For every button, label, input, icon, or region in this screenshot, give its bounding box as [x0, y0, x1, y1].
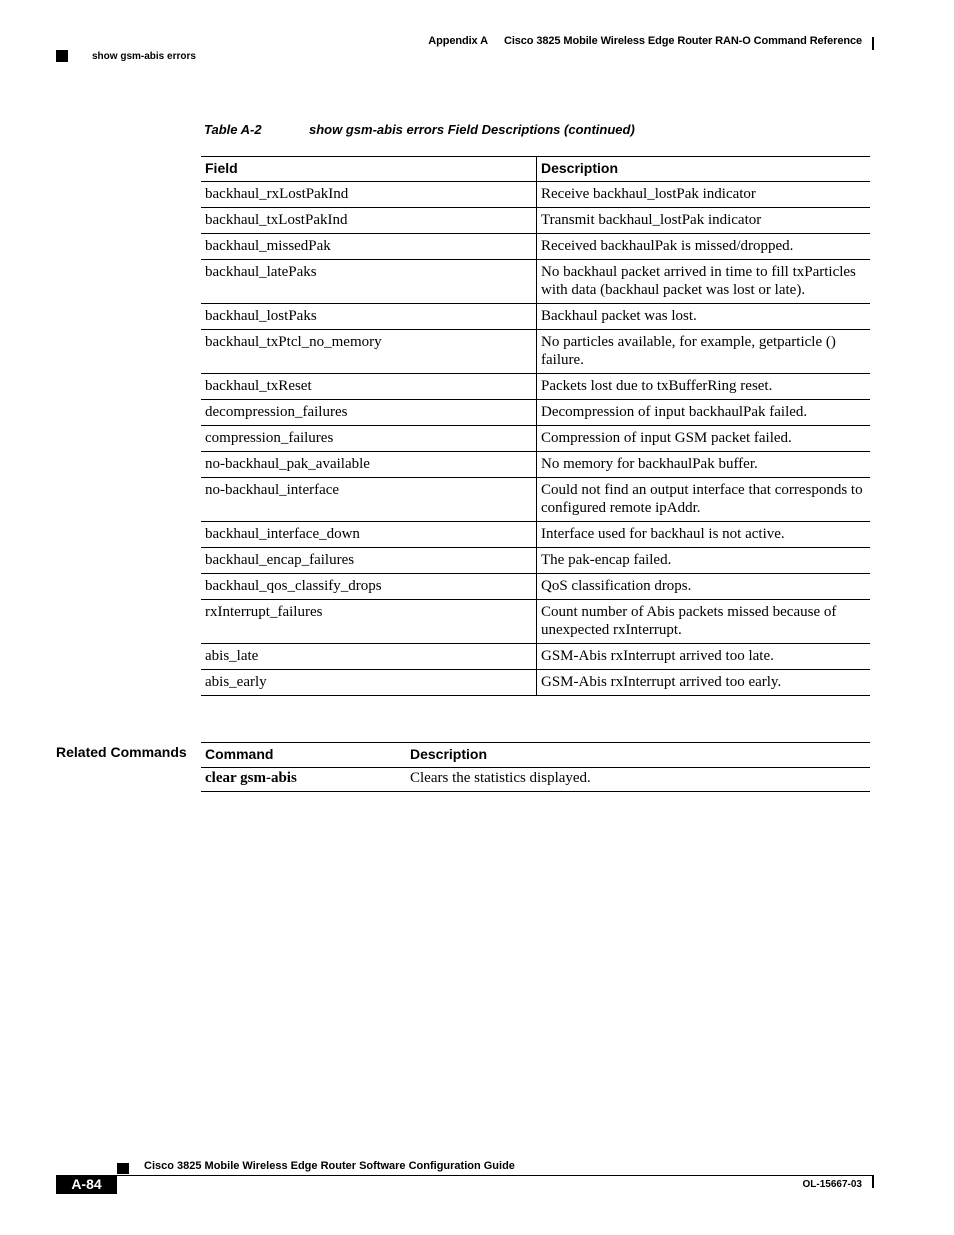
related-commands-table: [201, 742, 870, 792]
description-cell: GSM-Abis rxInterrupt arrived too early.: [537, 670, 871, 696]
description-cell: Packets lost due to txBufferRing reset.: [537, 374, 871, 400]
footer-guide-title: Cisco 3825 Mobile Wireless Edge Router Software Configuration Guide: [144, 1160, 515, 1172]
table-row: [201, 670, 870, 696]
description-cell: No backhaul packet arrived in time to fill txParticles with data (backhaul packet was lost or late).: [537, 260, 871, 304]
table-row: [201, 522, 870, 548]
guide-reference: Cisco 3825 Mobile Wireless Edge Router RAN-O Command Reference: [503, 35, 862, 47]
description-cell: Transmit backhaul_lostPak indicator: [537, 208, 871, 234]
footer-tick-mark: [872, 1175, 874, 1188]
field-rows: [201, 182, 870, 696]
field-cell: rxInterrupt_failures: [201, 600, 537, 644]
field-cell: backhaul_qos_classify_drops: [201, 574, 537, 600]
field-cell: no-backhaul_pak_available: [201, 452, 537, 478]
table-row: [201, 330, 870, 374]
field-cell: no-backhaul_interface: [201, 478, 537, 522]
field-cell: backhaul_rxLostPakInd: [201, 182, 537, 208]
description-cell: Count number of Abis packets missed because of unexpected rxInterrupt.: [537, 600, 871, 644]
description-cell: QoS classification drops.: [537, 574, 871, 600]
column-header-command: Command: [201, 743, 406, 768]
table-header-row: [201, 157, 870, 182]
column-header-description: Description: [406, 743, 870, 768]
field-cell: backhaul_txLostPakInd: [201, 208, 537, 234]
header-marker-block: [56, 50, 68, 62]
footer-rule: [117, 1175, 874, 1176]
table-row: [201, 600, 870, 644]
field-cell: backhaul_encap_failures: [201, 548, 537, 574]
page-number: A-84: [56, 1175, 117, 1194]
field-cell: backhaul_latePaks: [201, 260, 537, 304]
description-cell: Decompression of input backhaulPak failed.: [537, 400, 871, 426]
table-row: [201, 260, 870, 304]
table-row: [201, 574, 870, 600]
table-caption-label: Table A-2: [204, 122, 262, 137]
description-cell: Compression of input GSM packet failed.: [537, 426, 871, 452]
description-cell: No particles available, for example, getparticle () failure.: [537, 330, 871, 374]
column-header-description: Description: [537, 157, 871, 182]
description-cell: No memory for backhaulPak buffer.: [537, 452, 871, 478]
table-row: [201, 208, 870, 234]
field-cell: decompression_failures: [201, 400, 537, 426]
table-caption: [204, 122, 635, 137]
document-number: OL-15667-03: [802, 1179, 862, 1190]
table-row: [201, 644, 870, 670]
field-cell: backhaul_txPtcl_no_memory: [201, 330, 537, 374]
table-row: [201, 234, 870, 260]
description-cell: Backhaul packet was lost.: [537, 304, 871, 330]
field-cell: abis_early: [201, 670, 537, 696]
command-cell: clear gsm-abis: [201, 768, 406, 792]
table-row: [201, 304, 870, 330]
field-descriptions-table: [201, 156, 870, 696]
table-row: [201, 452, 870, 478]
description-cell: The pak-encap failed.: [537, 548, 871, 574]
description-cell: Interface used for backhaul is not active.: [537, 522, 871, 548]
header-tick-mark: [872, 37, 874, 50]
related-commands-heading: Related Commands: [56, 744, 187, 760]
table-row: [201, 768, 870, 792]
table-row: [201, 182, 870, 208]
description-cell: GSM-Abis rxInterrupt arrived too late.: [537, 644, 871, 670]
table-caption-title: show gsm-abis errors Field Descriptions (continued): [309, 122, 635, 137]
description-cell: Receive backhaul_lostPak indicator: [537, 182, 871, 208]
running-header: [428, 35, 862, 47]
field-cell: backhaul_interface_down: [201, 522, 537, 548]
section-header: show gsm-abis errors: [92, 51, 196, 62]
table-row: [201, 400, 870, 426]
footer-marker-block: [117, 1163, 129, 1174]
description-cell: Could not find an output interface that corresponds to configured remote ipAddr.: [537, 478, 871, 522]
table-row: [201, 548, 870, 574]
column-header-field: Field: [201, 157, 537, 182]
field-cell: abis_late: [201, 644, 537, 670]
field-cell: backhaul_missedPak: [201, 234, 537, 260]
appendix-label: Appendix A: [428, 35, 488, 47]
field-cell: backhaul_lostPaks: [201, 304, 537, 330]
description-cell: Clears the statistics displayed.: [406, 768, 870, 792]
field-cell: backhaul_txReset: [201, 374, 537, 400]
table-row: [201, 374, 870, 400]
field-cell: compression_failures: [201, 426, 537, 452]
table-row: [201, 426, 870, 452]
related-header-row: [201, 743, 870, 768]
description-cell: Received backhaulPak is missed/dropped.: [537, 234, 871, 260]
table-row: [201, 478, 870, 522]
